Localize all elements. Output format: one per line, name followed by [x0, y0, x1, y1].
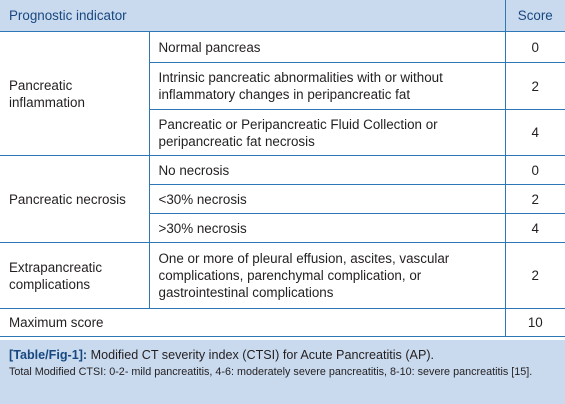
row-description: No necrosis: [149, 156, 505, 185]
table-row: [0, 156, 565, 185]
group-label-pancreatic-necrosis: Pancreatic necrosis: [0, 156, 149, 243]
row-description: <30% necrosis: [149, 185, 505, 214]
table-row: [0, 243, 565, 309]
row-description: Pancreatic or Peripancreatic Fluid Collection or peripancreatic fat necrosis: [149, 110, 505, 156]
caption-title-line: [9, 347, 556, 363]
figure-label: [Table/Fig-1]:: [9, 348, 88, 362]
row-description: >30% necrosis: [149, 214, 505, 243]
caption-title: Modified CT severity index (CTSI) for Acute Pancreatitis (AP).: [90, 348, 435, 362]
row-score: 2: [505, 63, 565, 110]
maximum-score-value: 10: [505, 309, 565, 337]
row-score: 4: [505, 110, 565, 156]
group-label-extrapancreatic-complications: Extrapancreatic complications: [0, 243, 149, 309]
row-description: Intrinsic pancreatic abnormalities with or without inflammatory changes in peripancreatic fat: [149, 63, 505, 110]
header-prognostic-indicator: Prognostic indicator: [0, 0, 505, 32]
caption-note: Total Modified CTSI: 0-2- mild pancreatitis, 4-6: moderately severe pancreatitis, 8-10: severe pancreatitis [15].: [9, 366, 533, 378]
row-score: 2: [505, 185, 565, 214]
figure-caption: [0, 340, 565, 404]
maximum-score-row: [0, 309, 565, 337]
row-description: Normal pancreas: [149, 32, 505, 63]
row-score: 2: [505, 243, 565, 309]
row-score: 0: [505, 32, 565, 63]
row-description: One or more of pleural effusion, ascites, vascular complications, parenchymal complication, or gastrointestinal complications: [149, 243, 505, 309]
row-score: 0: [505, 156, 565, 185]
row-score: 4: [505, 214, 565, 243]
table-row: [0, 32, 565, 63]
header-score: Score: [505, 0, 565, 32]
group-label-pancreatic-inflammation: Pancreatic inflammation: [0, 32, 149, 156]
maximum-score-label: Maximum score: [0, 309, 505, 337]
header-row: [0, 0, 565, 32]
